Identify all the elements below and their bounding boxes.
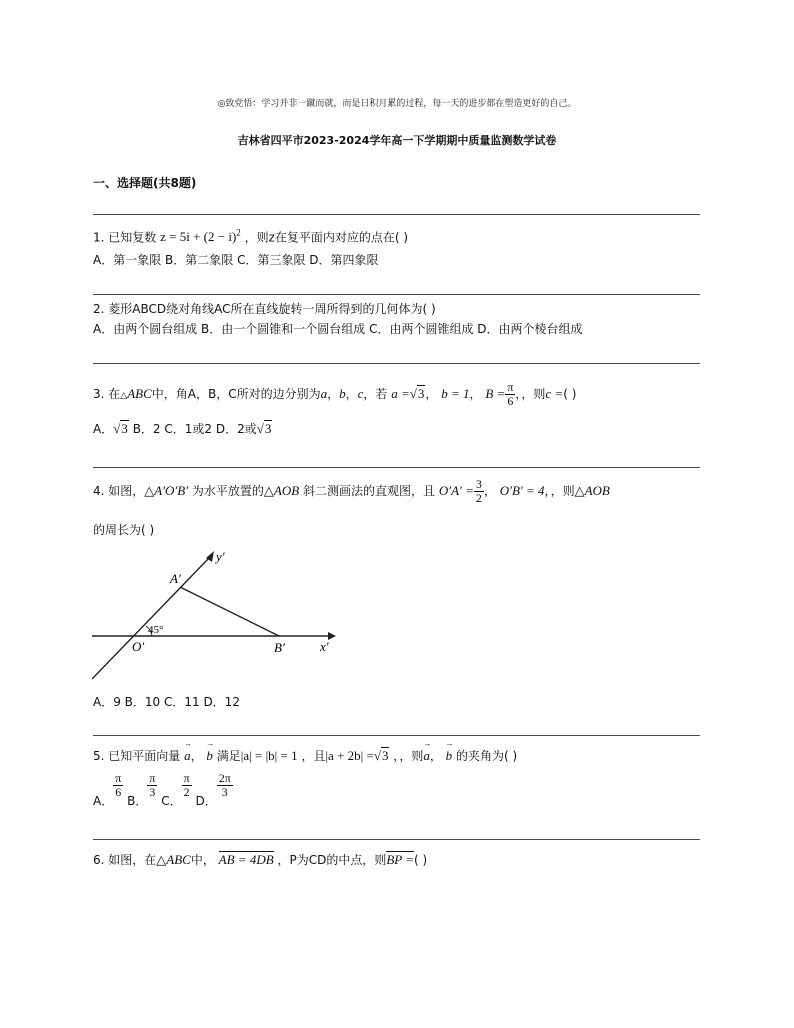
- q3-c-eq: c =: [545, 386, 564, 401]
- q5-sqrt: √3: [373, 748, 389, 763]
- q5-fracC: [182, 772, 192, 799]
- frac-num: π: [507, 380, 514, 394]
- q5-cond2: |a + 2b| =: [325, 748, 374, 763]
- point-a-label: A′: [170, 571, 181, 586]
- q4-line2: 的周长为( ): [93, 523, 155, 537]
- q3-sqrt: √3: [409, 386, 425, 401]
- q2-options: A．由两个圆台组成 B．由一个圆锥和一个圆台组成 C．由两个圆锥组成 D．由两个棱台组成: [93, 322, 583, 336]
- q5-satisfy: 满足: [216, 749, 241, 763]
- q4-mid2: 斜二测画法的直观图，且: [303, 484, 436, 498]
- x-label: x′: [320, 639, 329, 654]
- y-label: y′: [216, 549, 225, 564]
- frac-num: 2π: [218, 771, 231, 785]
- frac-den: 2: [475, 491, 482, 505]
- sqrt-rad: 3: [264, 421, 272, 436]
- question-4: 4. 如图，△A′O′B′ 为水平放置的△AOB 斜二测画法的直观图，且 O′A′ = $\frac{3}{2}$ ， O′B′ = 4，，则△AOB: [93, 477, 610, 505]
- question-6: [93, 851, 427, 868]
- q6-paren: ( ): [414, 853, 428, 867]
- frac-den: 3: [217, 785, 233, 799]
- q3-sqrt-rad: 3: [417, 386, 425, 401]
- q5-pre: 5. 已知平面向量: [93, 749, 181, 763]
- segment-ab: [180, 587, 279, 636]
- q5-optA: A．: [93, 794, 114, 808]
- vector-b: → b: [446, 748, 453, 764]
- q6-mid: 中，: [190, 853, 215, 867]
- q3-frac-pi6: [505, 381, 515, 408]
- divider: [93, 735, 700, 736]
- q3-options: [93, 420, 272, 437]
- q3-pre: 3. 在: [93, 387, 121, 401]
- q5-angle: 的夹角为( ): [455, 749, 518, 763]
- q1-number: 1.: [93, 230, 105, 245]
- vector-a: → a: [184, 748, 191, 764]
- vector-a: → a: [423, 748, 430, 764]
- q5-then: ，则: [399, 749, 424, 763]
- frac-den: 3: [147, 785, 157, 799]
- q4-then: ，则: [550, 484, 575, 498]
- q1-formula-text: z = 5i + (2 − i): [160, 229, 237, 245]
- page-title: 吉林省四平市2023-2024学年高一下学期期中质量监测数学试卷: [237, 134, 557, 147]
- divider: [93, 214, 700, 215]
- question-2: 2. 菱形ABCD绕对角线AC所在直线旋转一周所得到的几何体为( ): [93, 302, 436, 316]
- y-axis: [92, 557, 210, 679]
- frac-num: 3: [475, 477, 482, 491]
- section-heading: 一、选择题(共8题): [93, 176, 197, 190]
- q3-if: ，若: [363, 387, 388, 401]
- question-3: 3. 在△ABC中，角A，B，C所对的边分别为a，b，c，若 a =√3， b = 1， B = $\frac{\pi}{6}$ ，，则c =( ): [93, 380, 577, 408]
- q4-frac: [474, 478, 484, 505]
- triangle-symbol: △: [120, 391, 128, 401]
- frac-num: π: [183, 771, 190, 785]
- q5-fracB: [147, 772, 157, 799]
- q6-pre: 6. 如图，在: [93, 853, 157, 867]
- q5-options: [93, 772, 233, 809]
- frac-den: 6: [505, 394, 515, 408]
- q5-optC: C．: [161, 794, 182, 808]
- q3-B-eq: B =: [485, 386, 506, 401]
- q4-ob: O′B′ = 4: [499, 483, 545, 498]
- divider: [93, 294, 700, 295]
- q6-mid2: ，P为CD的中点，则: [277, 853, 387, 867]
- frac-den: 6: [113, 785, 123, 799]
- q4-figure: [92, 547, 338, 683]
- sqrt-rad: 3: [381, 748, 389, 763]
- q1-formula: [160, 229, 241, 244]
- q1-stem-pre: 已知复数: [108, 230, 157, 245]
- q3-c: c: [357, 386, 364, 401]
- q4-oa: O′A′ =: [438, 483, 474, 498]
- q3-optA-sqrt: √3: [113, 421, 128, 436]
- q1-formula-sup: 2: [236, 228, 241, 238]
- q3-then: ，则: [521, 387, 546, 401]
- angle-label: 45°: [148, 624, 164, 636]
- q3-optA: A．: [93, 422, 114, 436]
- frac-num: π: [115, 771, 122, 785]
- point-o-label: O′: [132, 639, 145, 654]
- q6-tri: △ABC: [156, 852, 191, 867]
- q3-triangle-abc: ABC: [127, 386, 152, 401]
- q5-fracA: [113, 772, 123, 799]
- question-1: [93, 228, 408, 245]
- q3-a: a: [320, 386, 328, 401]
- q4-tri3: △AOB: [574, 483, 610, 498]
- q1-stem-post: ，则z在复平面内对应的点在( ): [244, 230, 409, 245]
- q3-mid: 中，角A，B，C所对的边分别为: [151, 387, 321, 401]
- q5-optB: B．: [127, 794, 148, 808]
- q4-pre: 4. 如图，: [93, 484, 145, 498]
- q5-cond1: |a| = |b| = 1: [240, 748, 298, 763]
- q6-eq2: BP =: [386, 852, 415, 867]
- q5-fracD: [217, 772, 233, 799]
- q4-tri1: △A′O′B′: [144, 483, 189, 498]
- divider: [93, 363, 700, 364]
- q3-b: b: [339, 386, 346, 401]
- q4-options: A．9 B．10 C．11 D．12: [93, 695, 240, 709]
- frac-den: 2: [182, 785, 192, 799]
- q3-opt-rest: B．2 C．1或2 D．2或: [132, 422, 257, 436]
- q3-b-eq: b = 1: [441, 386, 470, 401]
- q6-eq1: AB = 4DB: [218, 852, 274, 867]
- frac-num: π: [149, 771, 156, 785]
- q4-mid: 为水平放置的: [191, 484, 264, 498]
- q3-a-eq: a =: [391, 386, 410, 401]
- q5-optD: D．: [195, 794, 217, 808]
- q3-paren: ( ): [563, 387, 577, 401]
- motto-line: ◎致党悟：学习并非一蹴而就，而是日积月累的过程，每一天的进步都在塑造更好的自己。: [217, 99, 577, 109]
- question-5: 5. 已知平面向量 → a， → b 满足|a| = |b| = 1 ，且|a + 2b| =√3 ，，则→ a， → b 的夹角为( ): [93, 747, 517, 764]
- point-b-label: B′: [274, 640, 285, 655]
- x-axis-arrow: [328, 632, 336, 640]
- divider: [93, 839, 700, 840]
- sqrt-rad: 3: [121, 421, 128, 436]
- vector-b: → b: [206, 748, 213, 764]
- q3-optD-sqrt: √3: [256, 421, 272, 436]
- q5-and: ，且: [301, 749, 326, 763]
- divider: [93, 467, 700, 468]
- q4-tri2: △AOB: [263, 483, 300, 498]
- q1-options: A．第一象限 B．第二象限 C．第三象限 D．第四象限: [93, 253, 379, 267]
